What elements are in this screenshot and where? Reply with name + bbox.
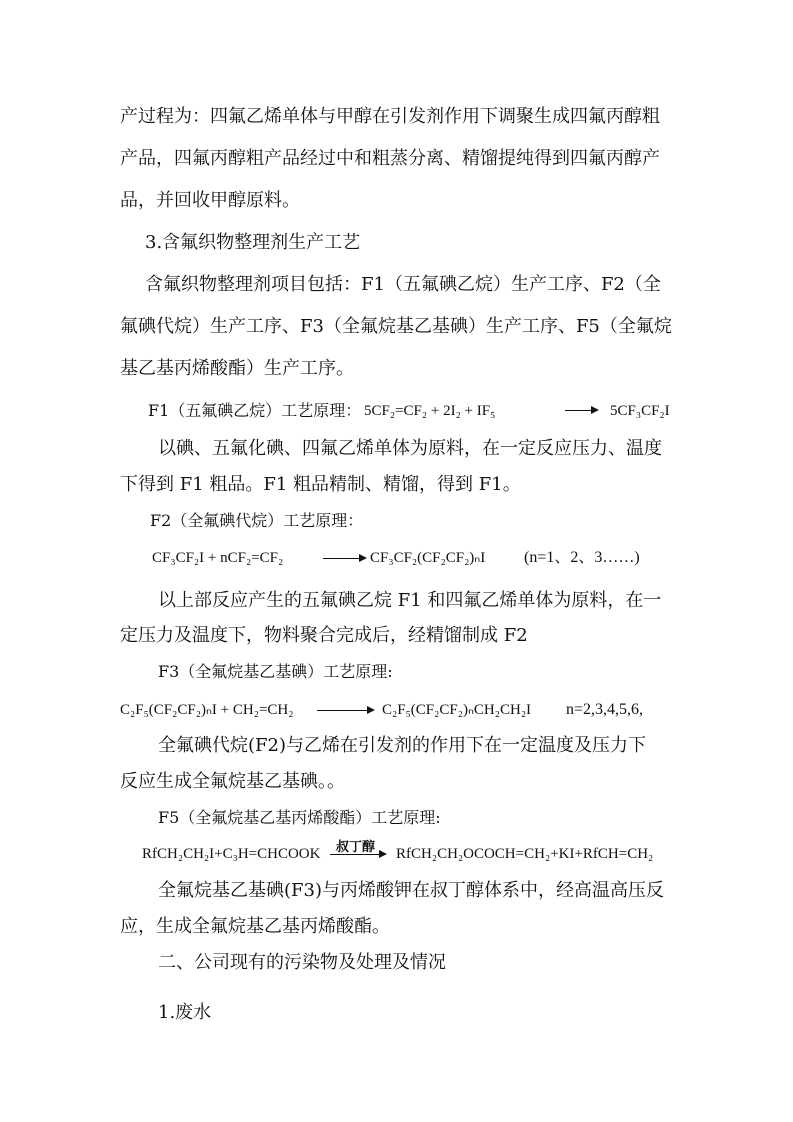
- paragraph-line: 基乙基丙烯酸酯）生产工序。: [120, 358, 354, 379]
- equation-label: F1（五氟碘乙烷）工艺原理：: [148, 401, 362, 420]
- reaction-arrow: [330, 854, 385, 855]
- paragraph-line: 反应生成全氟烷基乙基碘。。: [120, 771, 345, 792]
- paragraph-line: 以碘、五氟化碘、四氟乙烯单体为原料，在一定反应压力、温度: [158, 438, 662, 459]
- reaction-arrow: [317, 710, 373, 711]
- equation-products: 5CF₃CF₂I: [610, 403, 670, 419]
- equation-condition: n=2,3,4,5,6,: [566, 701, 644, 718]
- reaction-arrow: [323, 558, 365, 559]
- equation-reactants: 5CF₂=CF₂ + 2I₂ + IF₅: [364, 403, 496, 419]
- paragraph-line: 全氟碘代烷(F2)与乙烯在引发剂的作用下在一定温度及压力下: [158, 735, 646, 756]
- equation-products: CF₃CF₂(CF₂CF₂)ₙI: [370, 550, 486, 566]
- equation-reactants: RfCH₂CH₂I+C₃H=CHCOOK: [142, 846, 321, 862]
- paragraph-line: 以上部反应产生的五氟碘乙烷 F1 和四氟乙烯单体为原料，在一: [158, 590, 662, 611]
- subsection-heading: 1.废水: [158, 1002, 212, 1023]
- paragraph-line: 氟碘代烷）生产工序、F3（全氟烷基乙基碘）生产工序、F5（全氟烷: [120, 316, 672, 337]
- reaction-arrow: [565, 410, 597, 411]
- equation-products: C₂F₅(CF₂CF₂)ₙCH₂CH₂I: [382, 702, 532, 718]
- section-heading: 3.含氟织物整理剂生产工艺: [145, 232, 361, 253]
- paragraph-line: 全氟烷基乙基碘(F3)与丙烯酸钾在叔丁醇体系中，经高温高压反: [158, 880, 664, 901]
- paragraph-line: 下得到 F1 粗品。F1 粗品精制、精馏，得到 F1。: [120, 474, 521, 495]
- paragraph-line: 产品，四氟丙醇粗产品经过中和粗蒸分离、精馏提纯得到四氟丙醇产: [120, 148, 660, 169]
- paragraph-line: 含氟织物整理剂项目包括：F1（五氟碘乙烷）生产工序、F2（全: [145, 274, 661, 295]
- catalyst-label: 叔丁醇: [336, 840, 376, 855]
- equation-condition: (n=1、2、3……): [524, 549, 640, 566]
- paragraph-line: 产过程为：四氟乙烯单体与甲醇在引发剂作用下调聚生成四氟丙醇粗: [120, 106, 660, 127]
- equation-label: F5（全氟烷基乙基丙烯酸酯）工艺原理:: [158, 808, 441, 827]
- equation-products: RfCH₂CH₂OCOCH=CH₂+KI+RfCH=CH₂: [396, 846, 654, 862]
- paragraph-line: 定压力及温度下，物料聚合完成后，经精馏制成 F2: [120, 625, 528, 646]
- paragraph-line: 应，生成全氟烷基乙基丙烯酸酯。: [120, 916, 390, 937]
- paragraph-line: 品，并回收甲醇原料。: [120, 190, 300, 211]
- section-heading: 二、公司现有的污染物及处理及情况: [158, 952, 446, 973]
- equation-label: F3（全氟烷基乙基碘）工艺原理:: [158, 662, 393, 681]
- equation-reactants: CF₃CF₂I + nCF₂=CF₂: [152, 550, 284, 566]
- equation-reactants: C₂F₅(CF₂CF₂)ₙI + CH₂=CH₂: [120, 702, 294, 718]
- equation-label: F2（全氟碘代烷）工艺原理：: [150, 511, 364, 530]
